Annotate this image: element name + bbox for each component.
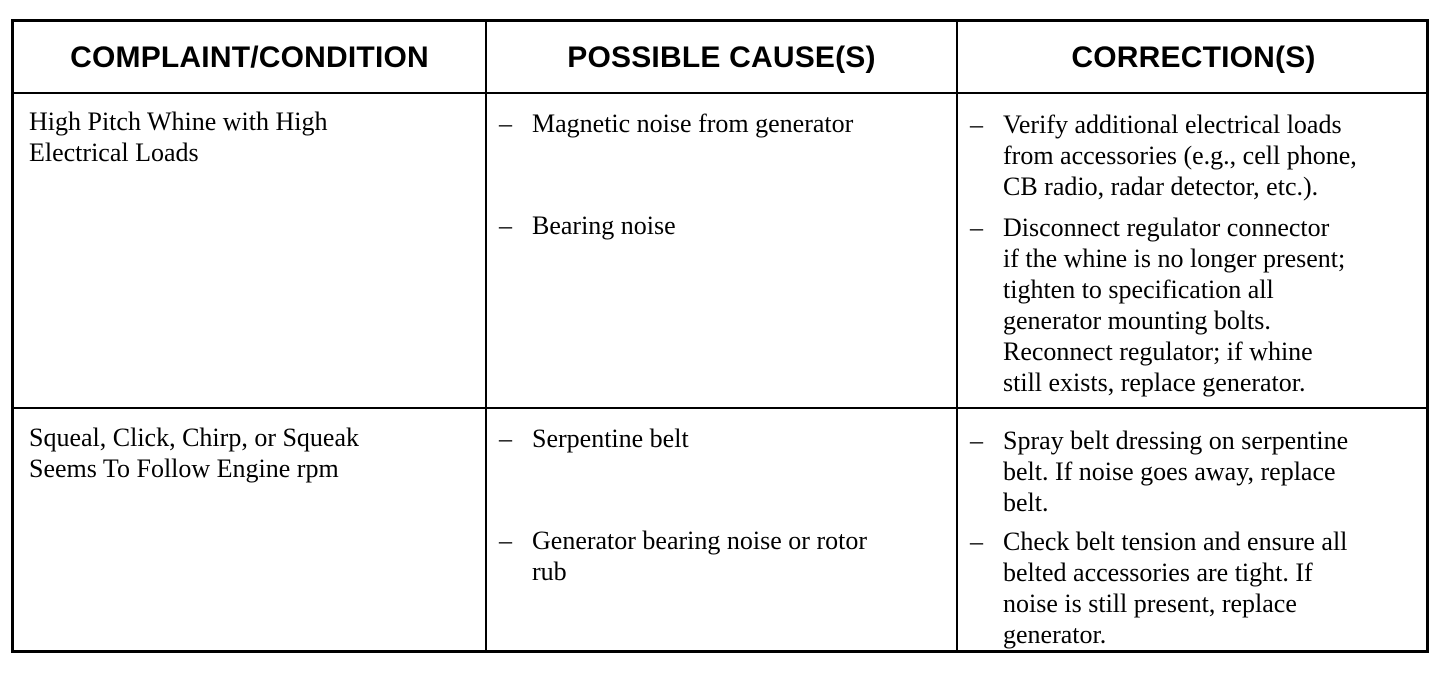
dash: –	[970, 426, 983, 455]
cause-line: Serpentine belt	[532, 424, 689, 453]
correction-line: from accessories (e.g., cell phone,	[1003, 141, 1357, 170]
diagnosis-table	[11, 19, 1429, 653]
correction-line: if the whine is no longer present;	[1003, 244, 1346, 273]
dash: –	[499, 109, 512, 138]
header-corrections: CORRECTION(S)	[1071, 41, 1316, 74]
dash: –	[499, 424, 512, 453]
correction-line: Disconnect regulator connector	[1003, 213, 1330, 242]
dash: –	[970, 110, 983, 139]
dash: –	[499, 526, 512, 555]
condition-line: Seems To Follow Engine rpm	[29, 454, 339, 483]
correction-line: Verify additional electrical loads	[1003, 110, 1342, 139]
correction-line: belted accessories are tight. If	[1003, 558, 1313, 587]
dash: –	[499, 211, 512, 240]
row-divider	[14, 407, 1426, 409]
dash: –	[970, 213, 983, 242]
cause-line: Generator bearing noise or rotor	[532, 526, 867, 555]
correction-line: noise is still present, replace	[1003, 589, 1297, 618]
cause-line: Bearing noise	[532, 211, 676, 240]
correction-line: CB radio, radar detector, etc.).	[1003, 172, 1319, 201]
correction-line: belt. If noise goes away, replace	[1003, 457, 1336, 486]
correction-line: still exists, replace generator.	[1003, 368, 1306, 397]
dash: –	[970, 527, 983, 556]
correction-line: Spray belt dressing on serpentine	[1003, 426, 1349, 455]
correction-line: tighten to specification all	[1003, 275, 1274, 304]
correction-line: generator mounting bolts.	[1003, 306, 1271, 335]
condition-line: Squeal, Click, Chirp, or Squeak	[29, 423, 360, 452]
row-2-condition	[29, 422, 479, 484]
condition-line: High Pitch Whine with High	[29, 107, 328, 136]
column-divider	[485, 22, 487, 650]
header-possible-causes: POSSIBLE CAUSE(S)	[567, 41, 876, 74]
correction-line: Reconnect regulator; if whine	[1003, 337, 1313, 366]
cause-line: Magnetic noise from generator	[532, 109, 854, 138]
header-complaint-condition: COMPLAINT/CONDITION	[70, 41, 429, 74]
cause-line: rub	[532, 557, 567, 586]
correction-line: Check belt tension and ensure all	[1003, 527, 1348, 556]
column-divider	[956, 22, 958, 650]
correction-line: belt.	[1003, 488, 1049, 517]
condition-line: Electrical Loads	[29, 138, 199, 167]
correction-line: generator.	[1003, 620, 1107, 649]
row-1-condition	[29, 106, 479, 168]
